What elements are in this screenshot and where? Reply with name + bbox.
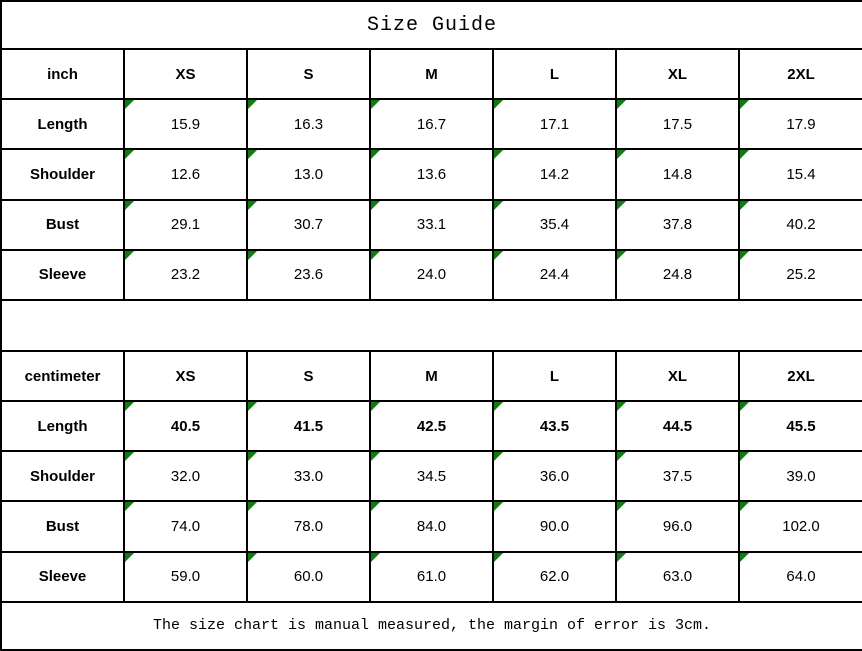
size-value: 29.1 <box>170 216 201 234</box>
size-value: 12.6 <box>170 165 201 183</box>
size-value: 45.5 <box>786 417 816 435</box>
size-value: 13.6 <box>416 165 447 183</box>
size-value-cell <box>370 552 493 602</box>
size-value: 37.5 <box>662 467 693 485</box>
cell-corner-marker-icon <box>371 452 380 461</box>
cell-corner-marker-icon <box>494 100 503 109</box>
size-value-cell <box>124 200 247 250</box>
cell-corner-marker-icon <box>371 251 380 260</box>
size-value-cell <box>493 501 616 551</box>
size-value-cell <box>247 501 370 551</box>
cell-corner-marker-icon <box>248 150 257 159</box>
size-value: 43.5 <box>539 417 570 435</box>
size-value-cell <box>124 501 247 551</box>
size-value: 30.7 <box>293 216 324 234</box>
cell-corner-marker-icon <box>125 553 134 562</box>
measurement-label-cell: Sleeve <box>1 250 124 300</box>
cell-corner-marker-icon <box>617 502 626 511</box>
size-value-cell <box>247 552 370 602</box>
size-value: 42.5 <box>416 417 447 435</box>
size-value: 34.5 <box>416 467 447 485</box>
cell-corner-marker-icon <box>494 402 503 411</box>
measurement-label-cell: Shoulder <box>1 451 124 501</box>
size-value-cell <box>124 451 247 501</box>
size-value-cell <box>616 401 739 451</box>
table-row-cm-shoulder <box>1 451 862 501</box>
size-value: 59.0 <box>170 568 201 586</box>
size-value: 17.5 <box>662 115 693 133</box>
cell-corner-marker-icon <box>494 201 503 210</box>
cell-corner-marker-icon <box>371 402 380 411</box>
size-value-cell <box>739 200 862 250</box>
size-value-cell <box>493 99 616 149</box>
cell-corner-marker-icon <box>740 553 749 562</box>
cell-corner-marker-icon <box>494 553 503 562</box>
size-value: 32.0 <box>170 467 201 485</box>
cell-corner-marker-icon <box>125 201 134 210</box>
table-row-cm-sleeve <box>1 552 862 602</box>
cell-corner-marker-icon <box>125 251 134 260</box>
size-value: 33.1 <box>416 216 447 234</box>
size-header-2xl: 2XL <box>739 351 862 401</box>
unit-header-cell-inch: inch <box>1 49 124 99</box>
measurement-label-cell: Sleeve <box>1 552 124 602</box>
size-value: 78.0 <box>293 517 324 535</box>
cell-corner-marker-icon <box>617 251 626 260</box>
size-header-xl: XL <box>616 49 739 99</box>
footer-note: The size chart is manual measured, the margin of error is 3cm. <box>1 602 862 650</box>
size-value-cell <box>124 250 247 300</box>
size-value-cell <box>739 99 862 149</box>
cell-corner-marker-icon <box>371 502 380 511</box>
size-value-cell <box>370 501 493 551</box>
page-title: Size Guide <box>1 1 862 49</box>
size-value-cell <box>247 99 370 149</box>
cell-corner-marker-icon <box>617 150 626 159</box>
size-value: 24.8 <box>662 266 693 284</box>
table-row-cm-length <box>1 401 862 451</box>
size-value-cell <box>739 401 862 451</box>
size-header-s: S <box>247 49 370 99</box>
size-value: 41.5 <box>293 417 324 435</box>
size-value: 17.9 <box>786 115 816 133</box>
size-value: 25.2 <box>786 266 816 284</box>
title-row <box>1 1 862 49</box>
size-value-cell <box>370 451 493 501</box>
size-value: 24.4 <box>539 266 570 284</box>
size-header-xs: XS <box>124 351 247 401</box>
size-value-cell <box>124 401 247 451</box>
size-value-cell <box>616 200 739 250</box>
size-value: 16.7 <box>416 115 447 133</box>
measurement-label-cell: Length <box>1 99 124 149</box>
size-value: 40.2 <box>786 216 816 234</box>
table-row-inch-shoulder <box>1 149 862 199</box>
size-value-cell <box>616 451 739 501</box>
spacer-cell <box>1 300 862 351</box>
size-value: 96.0 <box>662 517 693 535</box>
size-value: 62.0 <box>539 568 570 586</box>
table-row-inch-length <box>1 99 862 149</box>
cell-corner-marker-icon <box>494 452 503 461</box>
size-value: 44.5 <box>662 417 693 435</box>
cell-corner-marker-icon <box>371 100 380 109</box>
size-value-cell <box>370 401 493 451</box>
size-header-l: L <box>493 49 616 99</box>
size-value-cell <box>370 250 493 300</box>
size-value: 24.0 <box>416 266 447 284</box>
size-value: 74.0 <box>170 517 201 535</box>
size-value-cell <box>739 250 862 300</box>
size-value-cell <box>124 552 247 602</box>
cell-corner-marker-icon <box>125 150 134 159</box>
measurement-label-cell: Bust <box>1 200 124 250</box>
size-value: 61.0 <box>416 568 447 586</box>
cell-corner-marker-icon <box>740 452 749 461</box>
table-row-inch-bust <box>1 200 862 250</box>
cell-corner-marker-icon <box>740 100 749 109</box>
cell-corner-marker-icon <box>617 402 626 411</box>
size-value-cell <box>616 99 739 149</box>
cell-corner-marker-icon <box>248 100 257 109</box>
centimeter-header-row <box>1 351 862 401</box>
size-value-cell <box>739 552 862 602</box>
cell-corner-marker-icon <box>248 201 257 210</box>
size-value-cell <box>616 501 739 551</box>
size-value-cell <box>493 451 616 501</box>
cell-corner-marker-icon <box>494 502 503 511</box>
size-value-cell <box>616 250 739 300</box>
size-value-cell <box>247 200 370 250</box>
size-value: 17.1 <box>539 115 570 133</box>
cell-corner-marker-icon <box>248 553 257 562</box>
footer-row <box>1 602 862 650</box>
cell-corner-marker-icon <box>248 502 257 511</box>
cell-corner-marker-icon <box>617 553 626 562</box>
cell-corner-marker-icon <box>371 150 380 159</box>
measurement-label-cell: Bust <box>1 501 124 551</box>
size-value: 84.0 <box>416 517 447 535</box>
size-header-2xl: 2XL <box>739 49 862 99</box>
cell-corner-marker-icon <box>125 100 134 109</box>
cell-corner-marker-icon <box>125 402 134 411</box>
spacer-row <box>1 300 862 351</box>
size-header-xl: XL <box>616 351 739 401</box>
size-value: 14.8 <box>662 165 693 183</box>
size-value-cell <box>370 200 493 250</box>
size-value-cell <box>247 149 370 199</box>
size-value: 39.0 <box>786 467 816 485</box>
size-value: 35.4 <box>539 216 570 234</box>
unit-header-cell-centimeter: centimeter <box>1 351 124 401</box>
size-value: 23.6 <box>293 266 324 284</box>
cell-corner-marker-icon <box>494 150 503 159</box>
size-value: 40.5 <box>170 417 201 435</box>
size-value: 15.4 <box>786 165 816 183</box>
size-value-cell <box>370 99 493 149</box>
cell-corner-marker-icon <box>617 452 626 461</box>
size-value: 63.0 <box>662 568 693 586</box>
size-value-cell <box>493 401 616 451</box>
size-value-cell <box>739 451 862 501</box>
cell-corner-marker-icon <box>617 100 626 109</box>
inch-header-row <box>1 49 862 99</box>
size-value-cell <box>370 149 493 199</box>
measurement-label-cell: Length <box>1 401 124 451</box>
size-header-xs: XS <box>124 49 247 99</box>
size-value-cell <box>493 552 616 602</box>
size-value: 33.0 <box>293 467 324 485</box>
size-value: 13.0 <box>293 165 324 183</box>
size-value: 64.0 <box>786 568 816 586</box>
cell-corner-marker-icon <box>248 402 257 411</box>
cell-corner-marker-icon <box>740 150 749 159</box>
size-value-cell <box>493 250 616 300</box>
cell-corner-marker-icon <box>248 452 257 461</box>
size-value-cell <box>739 501 862 551</box>
size-value: 36.0 <box>539 467 570 485</box>
cell-corner-marker-icon <box>494 251 503 260</box>
size-value-cell <box>124 99 247 149</box>
cell-corner-marker-icon <box>617 201 626 210</box>
size-value-cell <box>247 401 370 451</box>
size-value-cell <box>493 200 616 250</box>
size-header-l: L <box>493 351 616 401</box>
size-header-m: M <box>370 351 493 401</box>
cell-corner-marker-icon <box>740 201 749 210</box>
size-value: 15.9 <box>170 115 201 133</box>
size-value: 60.0 <box>293 568 324 586</box>
size-value: 23.2 <box>170 266 201 284</box>
size-value-cell <box>616 552 739 602</box>
size-value: 16.3 <box>293 115 324 133</box>
cell-corner-marker-icon <box>740 251 749 260</box>
cell-corner-marker-icon <box>248 251 257 260</box>
cell-corner-marker-icon <box>125 452 134 461</box>
size-value-cell <box>247 451 370 501</box>
size-value-cell <box>247 250 370 300</box>
size-value-cell <box>124 149 247 199</box>
size-value: 14.2 <box>539 165 570 183</box>
size-value-cell <box>493 149 616 199</box>
cell-corner-marker-icon <box>125 502 134 511</box>
measurement-label-cell: Shoulder <box>1 149 124 199</box>
size-value-cell <box>616 149 739 199</box>
cell-corner-marker-icon <box>371 201 380 210</box>
size-value: 37.8 <box>662 216 693 234</box>
cell-corner-marker-icon <box>740 402 749 411</box>
size-value: 102.0 <box>782 517 820 535</box>
size-header-s: S <box>247 351 370 401</box>
cell-corner-marker-icon <box>740 502 749 511</box>
table-row-cm-bust <box>1 501 862 551</box>
size-value-cell <box>739 149 862 199</box>
table-row-inch-sleeve <box>1 250 862 300</box>
size-header-m: M <box>370 49 493 99</box>
cell-corner-marker-icon <box>371 553 380 562</box>
size-value: 90.0 <box>539 517 570 535</box>
